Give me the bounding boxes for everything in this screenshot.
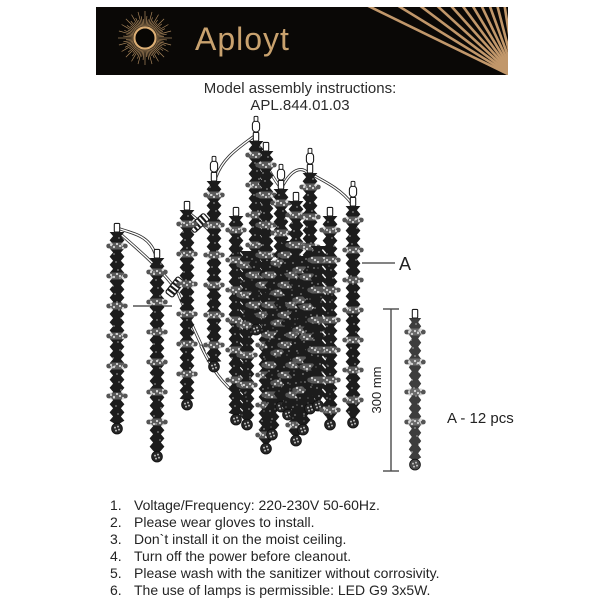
instruction-item <box>110 548 440 565</box>
instruction-number: 1. <box>110 497 122 513</box>
instruction-item <box>110 565 440 582</box>
logo-sunburst-icon <box>118 11 172 65</box>
instruction-number: 6. <box>110 582 122 598</box>
instruction-item <box>110 514 440 531</box>
assembly-diagram <box>0 115 600 487</box>
banner-art <box>96 7 508 75</box>
instructions-title: Model assembly instructions: <box>203 80 397 97</box>
instruction-item <box>110 497 440 514</box>
part-count-label: A - 12 pcs <box>447 410 514 427</box>
chandelier-strands <box>106 116 363 462</box>
instruction-text: The use of lamps is permissible: LED G9 3x5W. <box>134 582 431 598</box>
instruction-number: 4. <box>110 548 122 564</box>
instruction-text: Please wear gloves to install. <box>134 514 315 530</box>
instruction-text: Please wash with the sanitizer without corrosivity. <box>134 565 440 581</box>
instruction-item <box>110 531 440 548</box>
dimension-label: 300 mm <box>369 366 384 414</box>
part-label: A <box>399 254 412 274</box>
strand-a-drawing <box>404 309 425 470</box>
instruction-number: 2. <box>110 514 122 530</box>
annotations <box>362 254 514 471</box>
corner-rays-decoration <box>96 7 508 75</box>
instruction-number: 5. <box>110 565 122 581</box>
instruction-text: Turn off the power before cleanout. <box>134 548 352 564</box>
brand-wordmark: Aployt <box>195 21 290 58</box>
instruction-number: 3. <box>110 531 122 547</box>
brand-banner <box>96 7 508 75</box>
instruction-text: Voltage/Frequency: 220-230V 50-60Hz. <box>134 497 380 513</box>
instruction-item <box>110 582 440 599</box>
model-number: APL.844.01.03 <box>250 97 350 114</box>
title-block <box>0 80 600 114</box>
instruction-text: Don`t install it on the moist ceiling. <box>134 531 347 547</box>
instructions-list <box>110 497 440 599</box>
